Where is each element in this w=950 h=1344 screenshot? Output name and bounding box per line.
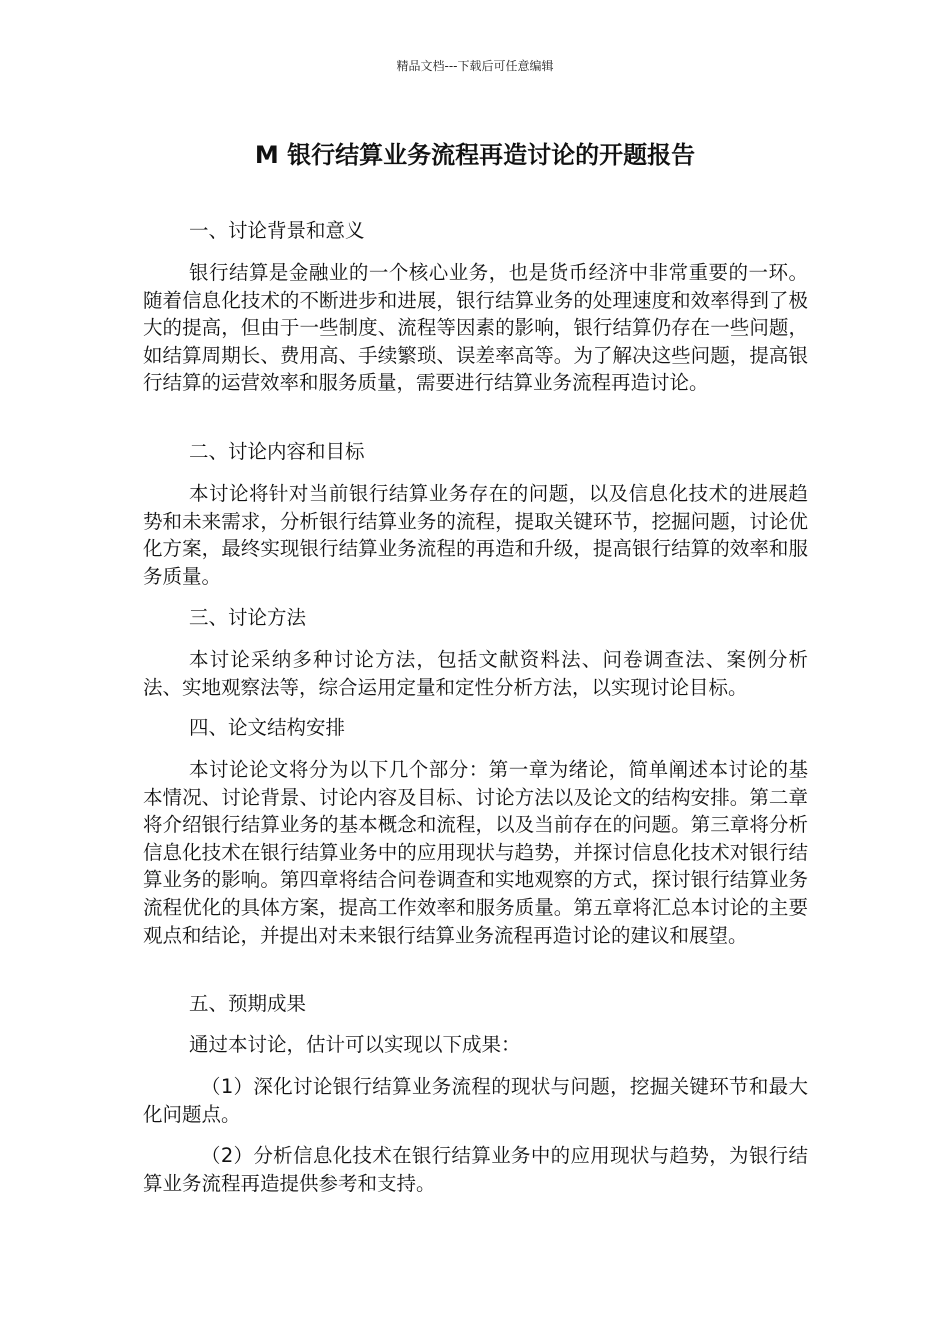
section-5-intro-block	[143, 1031, 808, 1059]
section-heading: 一、讨论背景和意义	[189, 219, 365, 242]
section-body: 银行结算是金融业的一个核心业务，也是货币经济中非常重要的一环。随着信息化技术的不断进步和进展，银行结算业务的处理速度和效率得到了极大的提高，但由于一些制度、流程等因素的影响，银行结算仍存在一些问题，如结算周期长、费用高、手续繁琐、误差率高等。为了解决这些问题，提高银行结算的运营效率和服务质量，需要进行结算业务流程再造讨论。	[143, 261, 808, 395]
document-title: M 银行结算业务流程再造讨论的开题报告	[254, 141, 696, 169]
section-5	[143, 990, 808, 1018]
section-2	[143, 438, 808, 466]
section-heading: 四、论文结构安排	[189, 716, 346, 739]
section-1-body-block	[143, 259, 808, 397]
section-4	[143, 714, 808, 742]
section-heading: 三、讨论方法	[189, 606, 307, 629]
section-1	[143, 217, 808, 245]
section-3-body-block	[143, 646, 808, 701]
section-2-body-block	[143, 480, 808, 590]
expected-outcome-item-1	[143, 1073, 808, 1128]
section-3	[143, 604, 808, 632]
section-body: 本讨论采纳多种讨论方法，包括文献资料法、问卷调查法、案例分析法、实地观察法等，综合运用定量和定性分析方法，以实现讨论目标。	[143, 648, 808, 699]
section-heading: 二、讨论内容和目标	[189, 440, 365, 463]
section-intro: 通过本讨论，估计可以实现以下成果：	[189, 1033, 521, 1056]
section-body: 本讨论将针对当前银行结算业务存在的问题，以及信息化技术的进展趋势和未来需求，分析银行结算业务的流程，提取关键环节，挖掘问题，讨论优化方案，最终实现银行结算业务流程的再造和升级，提高银行结算的效率和服务质量。	[143, 482, 808, 588]
header-note: 精品文档---下载后可任意编辑	[396, 59, 554, 73]
list-item: （2）分析信息化技术在银行结算业务中的应用现状与趋势，为银行结算业务流程再造提供参考和支持。	[143, 1144, 808, 1195]
section-heading: 五、预期成果	[189, 992, 307, 1015]
list-item: （1）深化讨论银行结算业务流程的现状与问题，挖掘关键环节和最大化问题点。	[143, 1075, 808, 1126]
expected-outcome-item-2	[143, 1142, 808, 1197]
section-body: 本讨论论文将分为以下几个部分：第一章为绪论，简单阐述本讨论的基本情况、讨论背景、讨论内容及目标、讨论方法以及论文的结构安排。第二章将介绍银行结算业务的基本概念和流程，以及当前存在的问题。第三章将分析信息化技术在银行结算业务中的应用现状与趋势，并探讨信息化技术对银行结算业务的影响。第四章将结合问卷调查和实地观察的方式，探讨银行结算业务流程优化的具体方案，提高工作效率和服务质量。第五章将汇总本讨论的主要观点和结论，并提出对未来银行结算业务流程再造讨论的建议和展望。	[143, 758, 808, 947]
section-4-body-block	[143, 756, 808, 949]
